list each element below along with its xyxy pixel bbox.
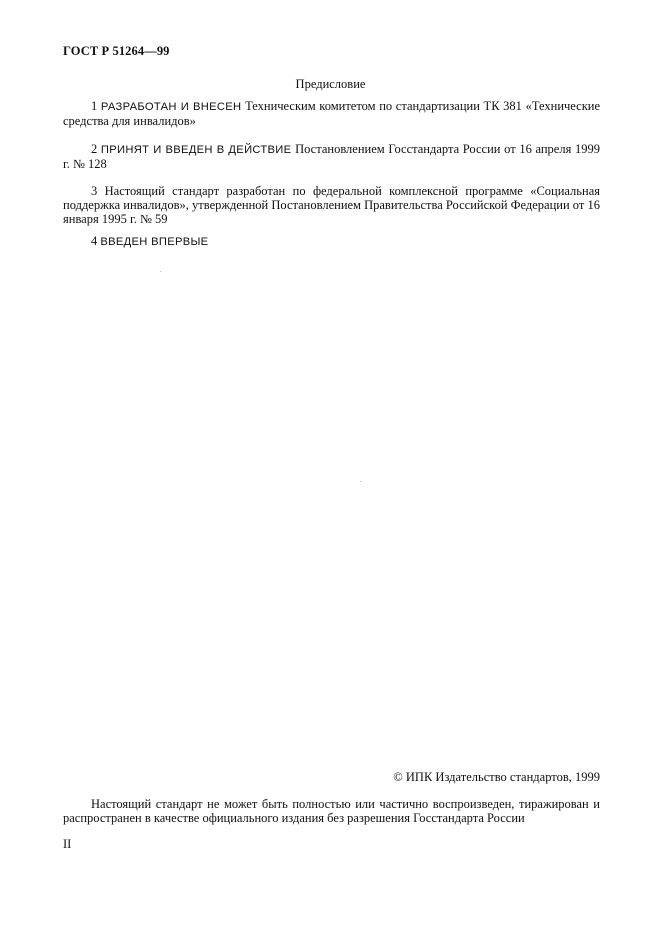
section-title: Предисловие <box>295 77 366 91</box>
item-caps-heading: РАЗРАБОТАН И ВНЕСЕН <box>100 101 242 113</box>
scan-speck <box>360 481 361 482</box>
copyright-line: © ИПК Издательство стандартов, 1999 <box>393 770 600 784</box>
foreword-item-3 <box>63 184 600 226</box>
foreword-item-3-body <box>63 184 600 226</box>
scan-speck <box>160 271 161 272</box>
foreword-item-4-body <box>63 234 600 249</box>
item-caps-heading: ВВЕДЕН ВПЕРВЫЕ <box>100 236 209 248</box>
item-text: Постановлением Госстандарта России от 16 апреля 1999 г. № 128 <box>63 142 601 171</box>
reproduction-notice <box>63 797 600 825</box>
item-number: 4 <box>91 234 98 248</box>
foreword-item-2 <box>63 142 600 171</box>
item-text: Настоящий стандарт разработан по федеральной комплексной программе «Социальная поддержка инвалидов», утвержденной Постановлением Правительства Российской Федерации от 16 января 1995 г. № 59 <box>63 184 600 226</box>
item-number: 1 <box>91 99 98 113</box>
foreword-item-1-body <box>63 99 600 128</box>
standard-code: ГОСТ Р 51264—99 <box>63 44 170 58</box>
item-number: 3 <box>91 184 98 198</box>
item-caps-heading: ПРИНЯТ И ВВЕДЕН В ДЕЙСТВИЕ <box>100 144 292 156</box>
foreword-item-2-body <box>63 142 600 171</box>
item-text: Техническим комитетом по стандартизации ТК 381 «Технические средства для инвалидов» <box>63 99 601 128</box>
reproduction-notice-text: Настоящий стандарт не может быть полностью или частично воспроизведен, тиражирован и распространен в качестве официального издания без разрешения Госстандарта России <box>63 797 600 825</box>
foreword-item-1 <box>63 99 600 128</box>
foreword-item-4 <box>63 234 600 249</box>
page-number: II <box>63 837 72 851</box>
item-number: 2 <box>91 142 98 156</box>
